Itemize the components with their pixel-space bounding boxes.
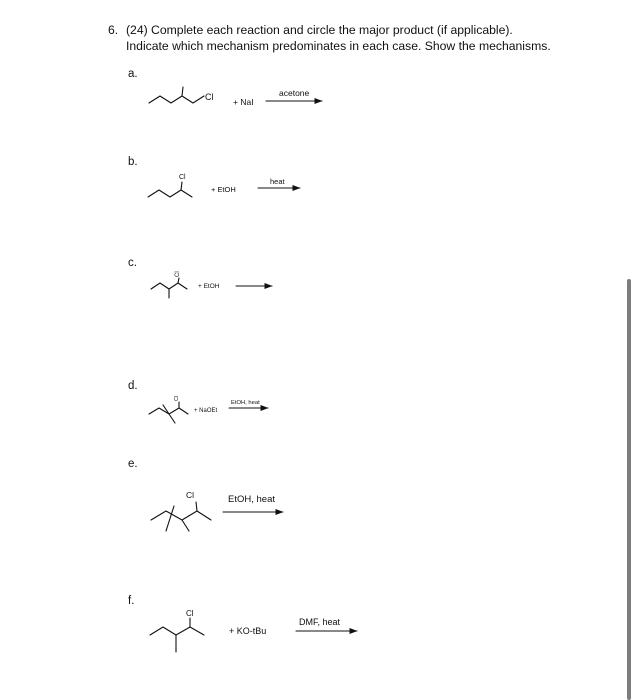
part-e-halogen: Cl (186, 490, 195, 500)
question-instruction-line-1: (24) Complete each reaction and circle the major product (if applicable). (126, 23, 513, 37)
part-b-halogen: Cl (179, 174, 186, 181)
part-c-label: c. (128, 257, 137, 269)
part-e-substrate-structure (151, 511, 211, 520)
part-d-conditions: EtOH, heat (231, 400, 260, 406)
part-b-substrate-structure (148, 190, 192, 197)
part-d-reagent: + NaOEt (194, 408, 218, 414)
part-f-label: f. (128, 595, 135, 607)
part-a-reagent: + NaI (233, 97, 254, 107)
part-c-substrate-structure (151, 283, 187, 289)
part-c-reaction (151, 271, 272, 298)
part-e-conditions: EtOH, heat (228, 494, 275, 505)
part-a-halogen: Cl (205, 92, 214, 102)
part-f-halogen: Cl (186, 609, 194, 618)
part-a-conditions: acetone (279, 88, 310, 98)
part-a-substrate-structure (149, 96, 204, 103)
vertical-scrollbar[interactable] (627, 279, 631, 700)
part-e-reaction (151, 490, 283, 531)
question-instruction-line-2: Indicate which mechanism predominates in each case. Show the mechanisms. (126, 39, 551, 53)
part-d-halogen: Cl (174, 395, 180, 401)
part-b-reaction (148, 174, 300, 197)
part-a-reaction (149, 87, 322, 107)
part-c-reagent: + EtOH (198, 283, 220, 290)
part-c-halogen: Cl (175, 271, 181, 277)
part-b-reagent: + EtOH (211, 185, 236, 194)
part-d-reaction (149, 396, 268, 423)
question-number: 6. (108, 23, 119, 37)
part-b-conditions: heat (270, 177, 285, 186)
part-f-reagent: + KO-tBu (229, 626, 267, 636)
part-f-substrate-structure (150, 627, 204, 635)
part-a-label: a. (128, 68, 138, 80)
part-f-reaction (150, 609, 357, 652)
part-e-label: e. (128, 458, 138, 470)
part-b-label: b. (128, 156, 138, 168)
part-f-conditions: DMF, heat (299, 617, 341, 627)
part-d-label: d. (128, 380, 138, 392)
